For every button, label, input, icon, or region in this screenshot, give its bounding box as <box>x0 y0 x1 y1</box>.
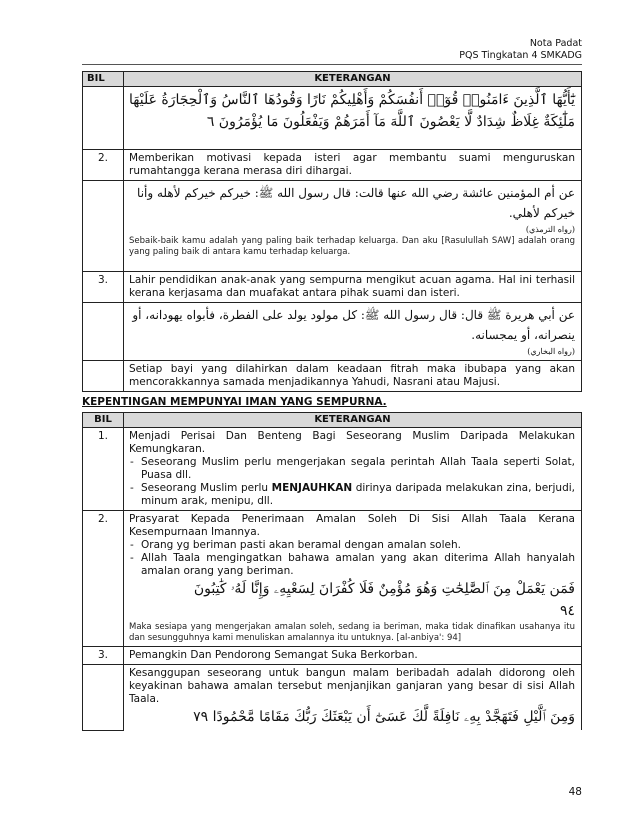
table-row <box>83 87 582 150</box>
list-item: - Orang yg beriman pasti akan beramal dengan amalan soleh. <box>129 539 575 552</box>
row-text: Pemangkin Dan Pendorong Semangat Suka Berkorban. <box>124 647 582 665</box>
emphasis-text: MENJAUHKAN <box>271 482 353 494</box>
table-row <box>83 181 582 272</box>
row-number: 2. <box>83 150 124 181</box>
table-row <box>83 150 582 181</box>
table-row <box>83 361 582 392</box>
col-keterangan: KETERANGAN <box>124 413 582 428</box>
hadith-source: (رواه الترمذي) <box>525 225 575 234</box>
row-number: 3. <box>83 647 124 665</box>
list-item: - Allah Taala mengingatkan bahawa amalan yang akan diterima Allah hanyalah amalan orang yang beriman. <box>129 552 575 578</box>
col-keterangan: KETERANGAN <box>124 72 582 87</box>
verse-translation: Maka sesiapa yang mengerjakan amalan soleh, sedang ia beriman, maka tidak dinafikan usahanya itu dan sesungguhnya kami menuliskan amalannya itu untuknya. <box>129 622 575 643</box>
bullet-list <box>129 539 575 578</box>
section-title: KEPENTINGAN MEMPUNYAI IMAN YANG SEMPURNA. <box>82 396 387 408</box>
row-number: 3. <box>83 272 124 303</box>
list-item: - Seseorang Muslim perlu mengerjakan segala perintah Allah Taala seperti Solat, Puasa dll. <box>129 456 575 482</box>
hadith-translation: Setiap bayi yang dilahirkan dalam keadaan fitrah maka ibubapa yang akan mencorakkannya samada menjadikannya Yahudi, Nasrani atau Majusi. <box>124 361 582 392</box>
quran-verse: فَمَن يَعْمَلْ مِنَ ٱلصَّٰلِحَٰتِ وَهُوَ مُؤْمِنٌ فَلَا كُفْرَانَ لِسَعْيِهِۦ وَإِنَّا لَهُۥ كَٰتِبُونَ ٩٤ <box>193 581 575 619</box>
table-keterangan-2 <box>82 412 582 731</box>
row-number: 2. <box>83 511 124 647</box>
row-text: Menjadi Perisai Dan Benteng Bagi Seseorang Muslim Daripada Melakukan Kemungkaran. <box>129 430 575 455</box>
col-bil: BIL <box>83 72 124 87</box>
hadith-text: عن أبي هريرة ﷺ قال: قال رسول الله ﷺ: كل مولود يولد على الفطرة، فأبواه يهودانه، أو ينصرانه، أو يمجسانه. <box>132 308 575 342</box>
header-title: Nota Padat <box>529 38 582 49</box>
table-row <box>83 428 582 511</box>
hadith-translation: Sebaik-baik kamu adalah yang paling baik terhadap keluarga. Dan aku [Rasulullah SAW] adalah orang yang paling baik di antara kamu terhadap keluarga. <box>129 236 575 257</box>
header-subtitle: PQS Tingkatan 4 SMKADG <box>459 50 582 61</box>
quran-verse: يَٰٓأَيُّهَا ٱلَّذِينَ ءَامَنُوا۟ قُوٓا۟ أَنفُسَكُمْ وَأَهْلِيكُمْ نَارًا وَقُودُهَا ٱلنَّاسُ وَٱلْحِجَارَةُ عَلَيْهَا مَلَٰٓئِكَةٌ غِلَاظٌ شِدَادٌ لَّا يَعْصُونَ ٱللَّهَ مَآ أَمَرَهُمْ وَيَفْعَلُونَ مَا يُؤْمَرُونَ ٦ <box>129 92 575 130</box>
col-bil: BIL <box>83 413 124 428</box>
table-row <box>83 272 582 303</box>
table-row <box>83 511 582 647</box>
table-row <box>83 647 582 665</box>
verse-reference: [al-anbiya': 94] <box>396 633 462 643</box>
hadith-text: عن أم المؤمنين عائشة رضي الله عنها قالت: قال رسول الله ﷺ: خيركم خيركم لأهله وأنا خيركم لأهلي. <box>137 186 575 220</box>
table-row <box>83 303 582 361</box>
table-header-row <box>83 413 582 428</box>
row-text: Memberikan motivasi kepada isteri agar membantu suami menguruskan rumahtangga kerana merasa diri dihargai. <box>124 150 582 181</box>
header-divider <box>82 64 582 65</box>
row-text: Kesanggupan seseorang untuk bangun malam beribadah adalah didorong oleh keyakinan bahawa amalan tersebut menjanjikan ganjaran yang besar di sisi Allah Taala. <box>129 667 575 705</box>
table-header-row <box>83 72 582 87</box>
row-text: Lahir pendidikan anak-anak yang sempurna mengikut acuan agama. Hal ini terhasil kerana kerjasama dan muafakat antara pihak suami dan isteri. <box>124 272 582 303</box>
quran-verse: وَمِنَ ٱلَّيْلِ فَتَهَجَّدْ بِهِۦ نَافِلَةً لَّكَ عَسَىٰٓ أَن يَبْعَثَكَ رَبُّكَ مَقَامًا مَّحْمُودًا ٧٩ <box>193 709 575 725</box>
list-item: - Seseorang Muslim perlu MENJAUHKAN dirinya daripada melakukan zina, berjudi, minum arak, menipu, dll. <box>129 482 575 508</box>
bullet-list <box>129 456 575 508</box>
row-text: Prasyarat Kepada Penerimaan Amalan Soleh Di Sisi Allah Taala Kerana Kesempurnaan Imannya. <box>129 513 575 538</box>
row-number <box>83 87 124 150</box>
table-row <box>83 665 582 731</box>
row-number: 1. <box>83 428 124 511</box>
page-header <box>459 38 582 62</box>
table-keterangan-1 <box>82 71 582 392</box>
hadith-source: (رواه البخاري) <box>527 347 575 356</box>
page-number: 48 <box>568 786 582 798</box>
